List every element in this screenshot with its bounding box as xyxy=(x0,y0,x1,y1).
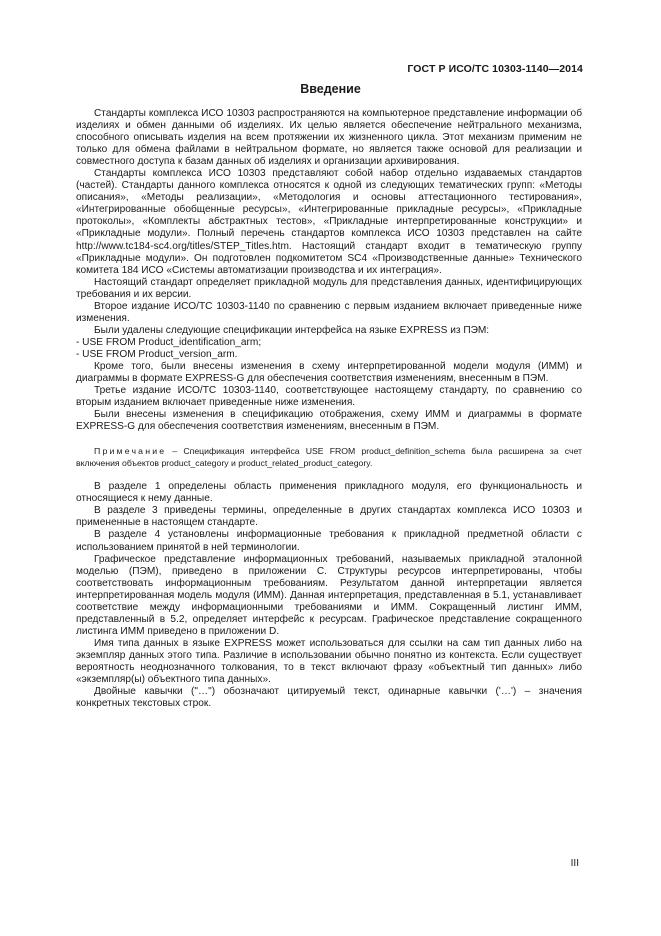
paragraph: Имя типа данных в языке EXPRESS может использоваться для ссылки на сам тип данных либо на экземпляр данных этого типа. Различие в использовании обычно понятно из контекста. Если существует вероятность неоднозначного толкования, то в текст включают фразу «объектный тип данных» либо «экземпляр(ы) объектного типа данных». xyxy=(76,637,582,686)
section-title: Введение xyxy=(300,82,361,96)
introduction-body xyxy=(76,108,582,710)
paragraph: Были внесены изменения в спецификацию отображения, схему ИММ и диаграммы в формате EXPRESS-G для обеспечения соответствия изменениям, внесенным в ПЭМ. xyxy=(76,409,582,433)
paragraph: Третье издание ИСО/ТС 10303-1140, соответствующее настоящему стандарту, по сравнению со вторым изданием включает приведенные ниже изменения. xyxy=(76,385,582,409)
document-header: ГОСТ Р ИСО/ТС 10303-1140—2014 xyxy=(407,63,583,75)
paragraph: В разделе 3 приведены термины, определенные в других стандартах комплекса ИСО 10303 и примененные в настоящем стандарте. xyxy=(76,505,582,529)
paragraph: Второе издание ИСО/ТС 10303-1140 по сравнению с первым изданием включает приведенные ниже изменения. xyxy=(76,300,582,324)
paragraph: Настоящий стандарт определяет прикладной модуль для представления данных, идентифицирующих требования и их версии. xyxy=(76,276,582,300)
page-number: III xyxy=(570,858,579,869)
note-label: Примечание xyxy=(94,446,167,457)
paragraph: Стандарты комплекса ИСО 10303 распространяются на компьютерное представление информации об изделиях и обмен данными об изделиях. Их целью является обеспечение нейтрального механизма, способного описывать изделия на всем протяжении их жизненного цикла. Этот механизм применим не только для обмена файлами в нейтральном формате, но является также основой для реализации и совместного доступа к базам данных об изделиях и организации архивирования. xyxy=(76,108,582,168)
list-item: - USE FROM Product_version_arm. xyxy=(76,348,238,360)
list-item: - USE FROM Product_identification_arm; xyxy=(76,336,262,348)
note-text: – Спецификация интерфейса USE FROM product_definition_schema была расширена за счет включения объектов product_category и product_related_product_category. xyxy=(76,446,582,469)
paragraph: Были удалены следующие спецификации интерфейса на языке EXPRESS из ПЭМ: xyxy=(94,324,490,336)
paragraph: В разделе 4 установлены информационные требования к прикладной предметной области с использованием принятой в ней терминологии. xyxy=(76,529,582,553)
paragraph: Стандарты комплекса ИСО 10303 представляют собой набор отдельно издаваемых стандартов (частей). Стандарты данного комплекса относятся к одной из следующих тематических групп: «Методы описания», «Методы реализации», «Методология и основы аттестационного тестирования», «Интегрированные обобщенные ресурсы», «Интегрированные прикладные ресурсы», «Прикладные протоколы», «Комплекты абстрактных тестов», «Прикладные интерпретированные конструкции» и «Прикладные модули». Полный перечень стандартов комплекса ИСО 10303 представлен на сайте http://www.tc184-sc4.org/titles/STEP_Titles.htm. Настоящий стандарт входит в тематическую группу «Прикладные модули». Он подготовлен подкомитетом SC4 «Производственные данные» Технического комитета 184 ИСО «Системы автоматизации производства и их интеграция». xyxy=(76,168,582,276)
paragraph: В разделе 1 определены область применения прикладного модуля, его функциональность и относящиеся к нему данные. xyxy=(76,481,582,505)
paragraph: Графическое представление информационных требований, называемых прикладной эталонной моделью (ПЭМ), приведено в приложении С. Структуры ресурсов интерпретированы, чтобы соответствовать информационным требованиям. Результатом данной интерпретации является интерпретированная модель модуля (ИММ). Данная интерпретация, представленная в 5.1, устанавливает соответствие между информационными требованиями и ИММ. Сокращенный листинг ИММ, представленный в 5.2, определяет интерфейс к ресурсам. Графическое представление сокращенного листинга ИММ приведено в приложении D. xyxy=(76,553,582,637)
paragraph: Двойные кавычки ("…") обозначают цитируемый текст, одинарные кавычки ('…') – значения конкретных текстовых строк. xyxy=(76,686,582,710)
note xyxy=(76,445,582,469)
paragraph: Кроме того, были внесены изменения в схему интерпретированной модели модуля (ИММ) и диаграммы в формате EXPRESS-G для обеспечения соответствия изменениям, внесенным в ПЭМ. xyxy=(76,360,582,385)
